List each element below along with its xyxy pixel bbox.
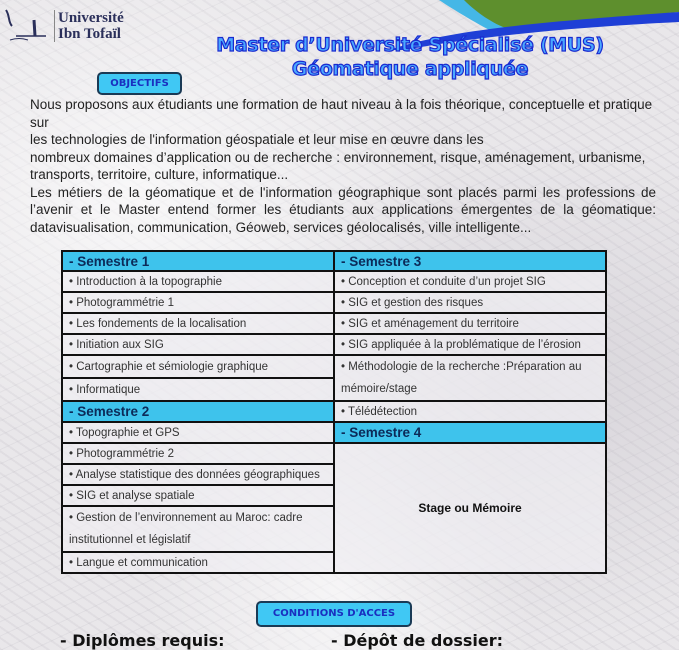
semesters-table (61, 250, 607, 574)
program-title-line2: Géomatique appliquée (291, 58, 529, 80)
university-name-line2: Ibn Tofaïl (58, 26, 121, 42)
conditions-label: CONDITIONS D'ACCES (256, 601, 412, 627)
course-item: • Télédétection (334, 401, 606, 422)
course-item: • SIG et aménagement du territoire (334, 313, 606, 334)
objectives-line: nombreux domaines d’application ou de recherche : environnement, risque, aménagement, urbanisme, (30, 149, 646, 165)
course-item: • Analyse statistique des données géographiques (62, 464, 334, 485)
program-title-line1: Master d’Université Spécialisé (MUS) (216, 34, 604, 56)
semester-2-header: - Semestre 2 (62, 401, 334, 422)
course-item: • Photogrammétrie 2 (62, 443, 334, 464)
semester-1-header: - Semestre 1 (62, 251, 334, 271)
course-item: • Gestion de l’environnement au Maroc: cadre institutionnel et législatif (62, 506, 334, 552)
semester-4-header: - Semestre 4 (334, 422, 606, 443)
course-item: • SIG appliquée à la problématique de l’érosion (334, 334, 606, 355)
objectives-line: les technologies de l'information géospatiale et leur mise en œuvre dans les (30, 132, 484, 147)
diplomas-required-heading: - Diplômes requis: (60, 631, 225, 650)
course-item: • Cartographie et sémiologie graphique (62, 355, 334, 378)
objectives-text (30, 96, 656, 236)
objectives-line: transports, territoire, culture, informatique... (30, 167, 289, 182)
course-item: • Initiation aux SIG (62, 334, 334, 355)
course-item: • Photogrammétrie 1 (62, 292, 334, 313)
course-item: • Méthodologie de la recherche :Préparation au mémoire/stage (334, 355, 606, 401)
dossier-submission-heading: - Dépôt de dossier: (331, 631, 503, 650)
university-logo (2, 6, 124, 46)
course-item: • Topographie et GPS (62, 422, 334, 443)
university-name (54, 10, 124, 42)
semester-4-content: Stage ou Mémoire (334, 443, 606, 573)
course-item: • Conception et conduite d’un projet SIG (334, 271, 606, 292)
course-item: • Informatique (62, 378, 334, 401)
course-item: • SIG et gestion des risques (334, 292, 606, 313)
university-logo-icon (2, 6, 54, 46)
course-item: • Langue et communication (62, 552, 334, 573)
objectives-paragraph: Les métiers de la géomatique et de l'information géographique sont placés parmi les professions de l’avenir et le Master entend former les étudiants aux applications émergentes de la géomatique: datavisualisation, communication, Géoweb, services géolocalisés, ville intelligente... (30, 184, 656, 235)
objectives-line: Nous proposons aux étudiants une formation de haut niveau à la fois théorique, conceptuelle et pratique sur (30, 97, 653, 130)
objectives-label: OBJECTIFS (97, 72, 182, 95)
course-item: • Introduction à la topographie (62, 271, 334, 292)
course-item: • Les fondements de la localisation (62, 313, 334, 334)
semester-3-header: - Semestre 3 (334, 251, 606, 271)
program-title (190, 33, 630, 81)
course-item: • SIG et analyse spatiale (62, 485, 334, 506)
university-name-line1: Université (58, 10, 124, 26)
